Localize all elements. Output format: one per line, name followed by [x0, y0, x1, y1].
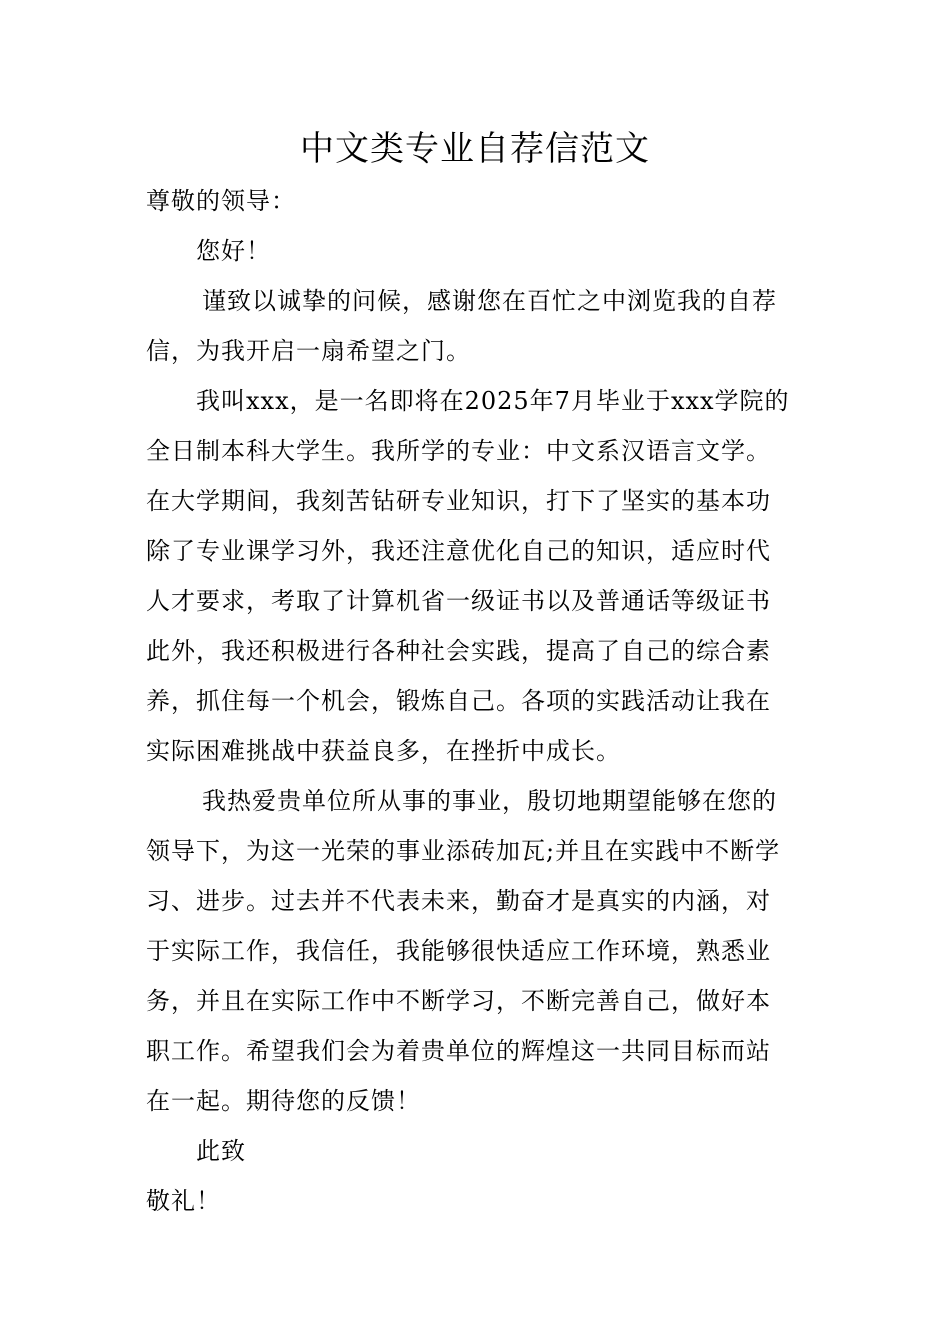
paragraph-line: 在一起。期待您的反馈！ [146, 1087, 421, 1115]
paragraph-line: 除了专业课学习外，我还注意优化自己的知识，适应时代 [146, 537, 771, 565]
paragraph-line: 人才要求，考取了计算机省一级证书以及普通话等级证书 [146, 587, 771, 615]
paragraph-line: 信，为我开启一扇希望之门。 [146, 337, 471, 365]
paragraph-line: 务，并且在实际工作中不断学习，不断完善自己，做好本 [146, 987, 771, 1015]
paragraph-line: 我叫xxx，是一名即将在2025年7月毕业于xxx学院的 [196, 387, 790, 415]
paragraph-line: 全日制本科大学生。我所学的专业：中文系汉语言文学。 [146, 437, 771, 465]
paragraph-line: 领导下，为这一光荣的事业添砖加瓦;并且在实践中不断学 [146, 837, 781, 865]
paragraph-line: 在大学期间，我刻苦钻研专业知识，打下了坚实的基本功 [146, 487, 771, 515]
paragraph-line: 习、进步。过去并不代表未来，勤奋才是真实的内涵，对 [146, 887, 771, 915]
letter-body [146, 176, 808, 1226]
paragraph-line: 我热爱贵单位所从事的事业，殷切地期望能够在您的 [202, 787, 777, 815]
paragraph-line: 谨致以诚挚的问候，感谢您在百忙之中浏览我的自荐 [202, 287, 777, 315]
paragraph-line: 此外，我还积极进行各种社会实践，提高了自己的综合素 [146, 637, 771, 665]
closing-salute: 敬礼！ [146, 1187, 221, 1215]
closing-line: 此致 [196, 1137, 246, 1165]
greeting: 您好！ [196, 237, 271, 265]
salutation: 尊敬的领导： [146, 187, 296, 215]
document-title: 中文类专业自荐信范文 [300, 129, 650, 169]
paragraph-line: 实际困难挑战中获益良多，在挫折中成长。 [146, 737, 621, 765]
paragraph-line: 于实际工作，我信任，我能够很快适应工作环境，熟悉业 [146, 937, 771, 965]
paragraph-line: 职工作。希望我们会为着贵单位的辉煌这一共同目标而站 [146, 1037, 771, 1065]
paragraph-line: 养，抓住每一个机会，锻炼自己。各项的实践活动让我在 [146, 687, 771, 715]
